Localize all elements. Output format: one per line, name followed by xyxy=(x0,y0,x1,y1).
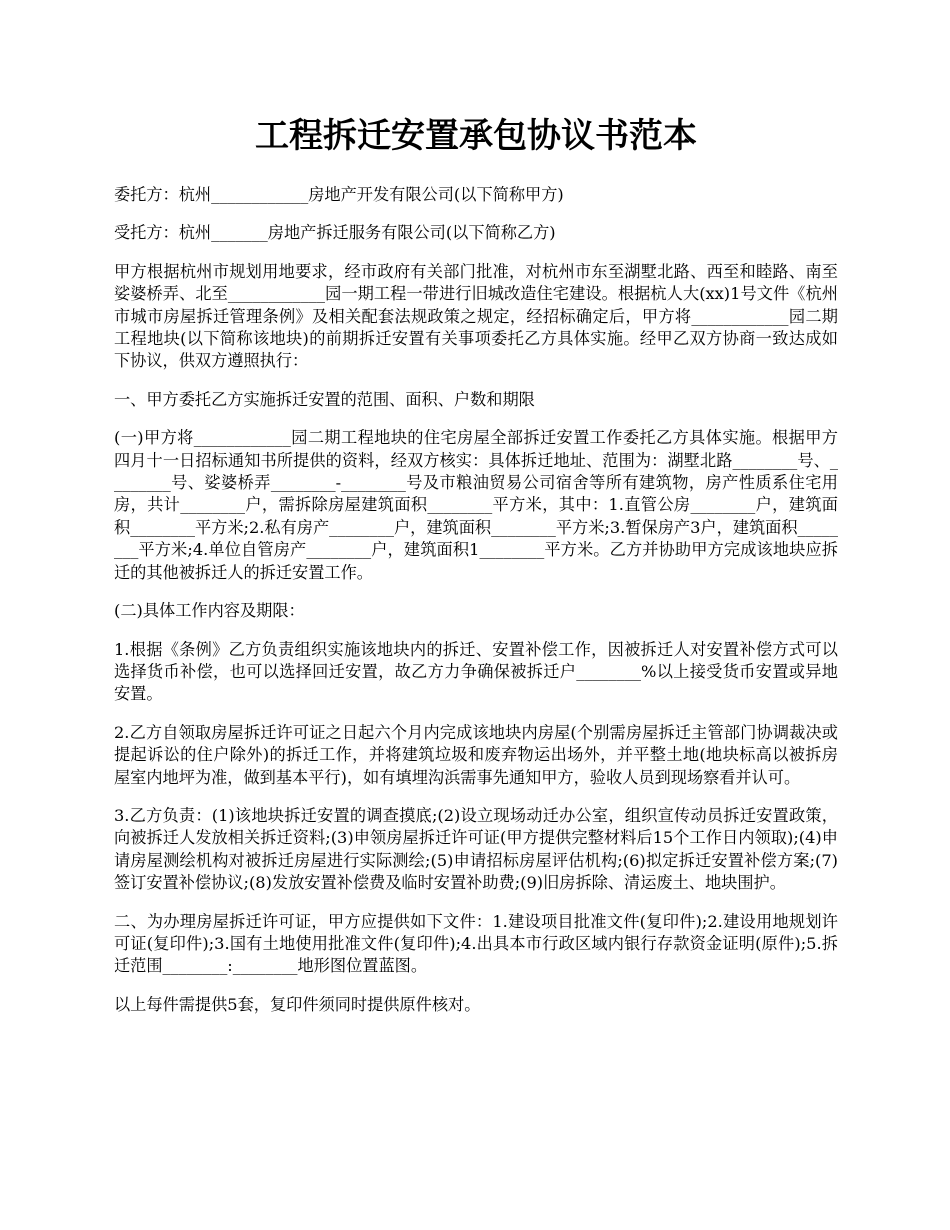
paragraph-contractor: 受托方：杭州_______房地产拆迁服务有限公司(以下简称乙方) xyxy=(114,223,556,243)
paragraph-item-3: 3.乙方负责：(1)该地块拆迁安置的调查摸底;(2)设立现场动迁办公室，组织宣传动员拆迁安置政策，向被拆迁人发放相关拆迁资料;(3)申领房屋拆迁许可证(甲方提供完整材料后15个工作日内领取);(4)申请房屋测绘机构对被拆迁房屋进行实际测绘;(5)申请招标房屋评估机构;(6)拟定拆迁安置补偿方案;(7)签订安置补偿协议;(8)发放安置补偿费及临时安置补助费;(9)旧房拆除、清运废土、地块围护。 xyxy=(114,805,838,893)
document-title: 工程拆迁安置承包协议书范本 xyxy=(255,116,697,156)
paragraph-client: 委托方：杭州____________房地产开发有限公司(以下简称甲方) xyxy=(114,185,564,204)
paragraph-copies-note: 以上每件需提供5套，复印件须同时提供原件核对。 xyxy=(114,994,481,1014)
paragraph-background: 甲方根据杭州市规划用地要求，经市政府有关部门批准，对杭州市东至湖墅北路、西至和睦路、南至娑婆桥弄、北至____________园一期工程一带进行旧城改造住宅建设。根据杭人大(xx)1号文件《杭州市城市房屋拆迁管理条例》及相关配套法规政策之规定，经招标确定后，甲方将____________园二期工程地块(以下简称该地块)的前期拆迁安置有关事项委托乙方具体实施。经甲乙双方协商一致达成如下协议，供双方遵照执行： xyxy=(114,261,838,371)
paragraph-item-1: 1.根据《条例》乙方负责组织实施该地块内的拆迁、安置补偿工作，因被拆迁人对安置补偿方式可以选择货币补偿，也可以选择回迁安置，故乙方力争确保被拆迁户________%以上接受货币安置或异地安置。 xyxy=(114,639,838,704)
section-heading-scope: 一、甲方委托乙方实施拆迁安置的范围、面积、户数和期限 xyxy=(114,389,535,409)
paragraph-item-2: 2.乙方自领取房屋拆迁许可证之日起六个月内完成该地块内房屋(个别需房屋拆迁主管部门协调裁决或提起诉讼的住户除外)的拆迁工作，并将建筑垃圾和废弃物运出场外，并平整土地(地块标高以被拆房屋室内地坪为准，做到基本平行)，如有填埋沟浜需事先通知甲方，验收人员到现场察看并认可。 xyxy=(114,722,838,787)
subsection-heading-work-content: (二)具体工作内容及期限： xyxy=(114,601,305,621)
section-paragraph-documents: 二、为办理房屋拆迁许可证，甲方应提供如下文件：1.建设项目批准文件(复印件);2.建设用地规划许可证(复印件);3.国有土地使用批准文件(复印件);4.出具本市行政区域内银行存款资金证明(原件);5.拆迁范围________:________地形图位置蓝图。 xyxy=(114,911,838,976)
paragraph-scope-detail: (一)甲方将____________园二期工程地块的住宅房屋全部拆迁安置工作委托乙方具体实施。根据甲方四月十一日招标通知书所提供的资料，经双方核实：具体拆迁地址、范围为：湖墅北路________号、________号、娑婆桥弄________-________号及市粮油贸易公司宿舍等所有建筑物，房产性质系住宅用房，共计________户，需拆除房屋建筑面积________平方米，其中：1.直管公房________户，建筑面积________平方米;2.私有房产________户，建筑面积________平方米;3.暂保房产3户，建筑面积________平方米;4.单位自管房产________户，建筑面积1________平方米。乙方并协助甲方完成该地块应拆迁的其他被拆迁人的拆迁安置工作。 xyxy=(114,428,838,582)
